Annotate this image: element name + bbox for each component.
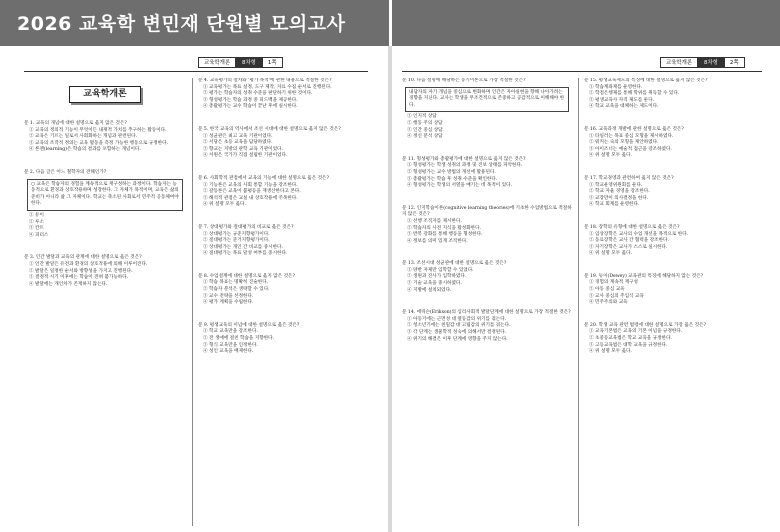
question bbox=[198, 274, 368, 307]
answer-option: ④ 형성평가는 학생의 서열을 매기는 데 목적이 있다. bbox=[407, 183, 513, 189]
answer-option: ② 워커는 숙의 모형을 제안하였다. bbox=[589, 140, 659, 146]
answer-option: ② 학교 자율 경영을 강조한다. bbox=[589, 189, 650, 195]
answer-option: ① 선행 조직자를 제시한다. bbox=[407, 218, 462, 224]
answer-option: ④ 학교 회계를 운영한다. bbox=[589, 202, 640, 208]
question-stem: 문 19. 듀이(Dewey) 교육관의 특징에 해당하지 않는 것은? bbox=[584, 273, 704, 279]
subject-box: 교육학개론 bbox=[69, 86, 141, 103]
answer-option: ④ 위기의 해결은 이후 단계에 영향을 주지 않는다. bbox=[407, 336, 508, 342]
answer-option: ③ 기술 교육을 중시하였다. bbox=[407, 281, 462, 287]
column-right bbox=[584, 78, 762, 526]
question bbox=[584, 78, 762, 111]
answer-option: ③ 해석적 관점은 교실 내 상호작용에 주목한다. bbox=[203, 195, 298, 201]
page-2 bbox=[392, 50, 780, 532]
answer-option: ② 발달은 일정한 순서와 방향성을 가지고 진행된다. bbox=[29, 268, 133, 274]
answer-option: ① 학습계좌제를 운영한다. bbox=[589, 84, 643, 90]
question bbox=[24, 255, 186, 288]
answer-option: ④ 평가 계획을 수립한다. bbox=[203, 300, 254, 306]
answer-option: ④ 정신 분석 상담 bbox=[407, 134, 443, 140]
answer-option: ③ 총괄평가는 학습 후 성취 수준을 확인한다. bbox=[407, 176, 498, 182]
answer-option: ④ 론젠(learning)은 학습의 결과를 포함하는 개념이다. bbox=[29, 147, 141, 153]
answer-option: ④ 민주주의와 교육 bbox=[589, 300, 628, 306]
answer-option: ① 인지적 상담 bbox=[407, 114, 437, 120]
exam-title: 2026 교육학 변민재 단원별 모의고사 bbox=[17, 13, 346, 35]
question bbox=[198, 127, 368, 160]
question-stem: 문 15. 평생교육제도의 특징에 대한 설명으로 옳지 않은 것은? bbox=[584, 78, 708, 83]
column-right bbox=[198, 78, 368, 526]
question-stem: 문 11. 형성평가와 총괄평가에 대한 설명으로 옳지 않은 것은? bbox=[402, 156, 526, 162]
answer-option: ③ 교장만이 의사결정을 한다. bbox=[589, 195, 649, 201]
answer-option: ② 형성평가는 교수 방법의 개선에 활용된다. bbox=[407, 169, 496, 175]
answer-option: ② 학습자 분석은 생략할 수 있다. bbox=[203, 287, 270, 293]
question-stem: 문 5. 한국 교육의 역사에서 조선 시대에 대한 설명으로 옳지 않은 것은? bbox=[198, 126, 341, 132]
question bbox=[24, 121, 186, 154]
question bbox=[402, 157, 572, 190]
answer-option: ③ 향교는 지방의 관학 교육 기관이었다. bbox=[203, 146, 283, 152]
answer-option: ③ 형식 교육만을 인정한다. bbox=[203, 342, 258, 348]
passage-box: ○ 교육은 학습자의 경험을 계속적으로 재구성하는 과정이다. 학습자는 능동적으로 환경과 상호작용하며 성장한다. 그 자체가 목적이며, 교육은 삶의 준비가 아니라 삶 그 자체이다. 학교는 축소된 사회로서 민주적 공동체여야 한다. bbox=[27, 179, 183, 211]
answer-option: ③ 상대평가는 개인 간 비교를 중시한다. bbox=[203, 244, 283, 250]
answer-option: ④ 위 설명 모두 옳다. bbox=[589, 349, 632, 355]
column-divider bbox=[192, 78, 193, 526]
answer-option: ① 타일러는 목표 중심 모형을 제시하였다. bbox=[589, 133, 674, 139]
answer-option: ② 교육은 기르는 일로서 사회화하는 개념과 관련된다. bbox=[29, 134, 138, 140]
question-stem: 문 1. 교육의 개념에 대한 설명으로 옳지 않은 것은? bbox=[24, 121, 127, 126]
question-stem: 문 13. 조선시대 성균관에 대한 설명으로 옳은 것은? bbox=[402, 261, 507, 267]
answer-option: ③ 아이즈너는 예술적 접근을 강조하였다. bbox=[589, 146, 672, 152]
answer-option: ④ 서원은 국가가 직접 설립한 기관이었다. bbox=[203, 153, 288, 159]
header-rule bbox=[24, 71, 368, 72]
answer-option: ④ 성인 교육을 배제한다. bbox=[203, 349, 254, 355]
question-stem: 문 9. 평생교육의 이념에 대한 설명으로 옳은 것은? bbox=[198, 322, 300, 328]
question bbox=[584, 176, 762, 209]
answer-option: ④ 정보를 의미 있게 조직한다. bbox=[407, 238, 468, 244]
answer-option: ① 형성평가는 학생 성취의 과정 및 진보 상태를 파악한다. bbox=[407, 163, 523, 169]
question bbox=[584, 127, 762, 160]
answer-option: ② 청소년기에는 친밀감 대 고립감의 위기를 겪는다. bbox=[407, 323, 511, 329]
question-stem: 문 8. 수업설계에 대한 설명으로 옳지 않은 것은? bbox=[198, 273, 295, 279]
answer-option: ② 갈등론은 교육이 불평등을 재생산한다고 본다. bbox=[203, 189, 301, 195]
answer-option: ④ 학교 교육을 대체하는 제도이다. bbox=[589, 104, 659, 110]
answer-option: ② 생원과 진사가 입학하였다. bbox=[407, 274, 467, 280]
header-page: 1쪽 bbox=[262, 57, 283, 68]
question-stem: 문 4. 교육평가의 절차와 '평가 목적'에 관한 내용으로 적절한 것은? bbox=[198, 78, 332, 83]
question-stem: 문 10. 다음 설명에 해당하는 동기이론으로 가장 적절한 것은? bbox=[402, 78, 526, 83]
question-stem: 문 7. 상대평가와 절대평가의 비교로 옳은 것은? bbox=[198, 224, 294, 230]
header-rule bbox=[402, 71, 762, 72]
answer-option: ① 교육기본법은 교육의 기본 이념을 규정한다. bbox=[589, 329, 683, 335]
column-divider bbox=[578, 78, 579, 526]
answer-option: ③ 고등교육법은 대학 교육을 규정한다. bbox=[589, 342, 668, 348]
answer-option: ① 학교운영위원회를 둔다. bbox=[589, 182, 643, 188]
question-stem: 문 6. 사회학적 관점에서 교육의 기능에 대한 설명으로 옳은 것은? bbox=[198, 175, 329, 181]
passage-box: 내담자의 자기 개념을 중심으로 변화하며 인간은 자아실현을 향해 나아가려는 경향을 지닌다. 교사는 학생을 무조건적으로 존중하고 공감적으로 이해해야 한다. bbox=[405, 87, 569, 113]
question bbox=[402, 261, 572, 294]
question-stem: 문 3. 인간 발달과 교육의 관계에 대한 설명으로 옳은 것은? bbox=[24, 255, 142, 261]
answer-option: ② 전 생애에 걸친 학습을 지향한다. bbox=[203, 336, 275, 342]
answer-option: ④ 발달에는 개인차가 존재하지 않는다. bbox=[29, 281, 108, 287]
answer-option: ③ 형성평가는 학습 과정 중 피드백을 제공한다. bbox=[203, 97, 298, 103]
answer-option: ④ 위 설명 모두 옳다. bbox=[203, 202, 246, 208]
answer-option: ② 학점은행제를 통해 학위를 취득할 수 있다. bbox=[589, 91, 680, 97]
question bbox=[24, 170, 186, 239]
answer-option: ① 양반 자제만 입학할 수 있었다. bbox=[407, 267, 474, 273]
answer-option: ② 아동 중심 교육 bbox=[589, 287, 625, 293]
answer-option: ③ 결정적 시기 이후에는 학습이 전혀 불가능하다. bbox=[29, 275, 129, 281]
answer-option: ③ 각 단계는 생물학적 성숙에 의해서만 결정된다. bbox=[407, 330, 507, 336]
answer-option: ③ 인간 중심 상담 bbox=[407, 127, 443, 133]
answer-option: ① 인간 발달은 유전과 환경의 상호작용에 의해 이루어진다. bbox=[29, 261, 148, 267]
answer-option: ④ 절대평가는 목표 달성 여부를 중시한다. bbox=[203, 251, 288, 257]
answer-option: ② 루소 bbox=[29, 219, 44, 225]
page-1 bbox=[0, 50, 388, 532]
answer-option: ① 학습 목표는 명확히 진술한다. bbox=[203, 280, 269, 286]
question-stem: 문 16. 교육과정 개발에 관한 설명으로 옳은 것은? bbox=[584, 126, 684, 132]
question-stem: 문 2. 다음 글은 어느 철학자의 견해인가? bbox=[24, 169, 107, 175]
answer-option: ① 학교 교육만을 강조한다. bbox=[203, 329, 258, 335]
page-header bbox=[198, 57, 283, 68]
question bbox=[402, 310, 572, 343]
answer-option: ① 아동기에는 근면성 대 열등감의 위기를 겪는다. bbox=[407, 316, 507, 322]
answer-option: ① 경험의 계속적 재구성 bbox=[589, 280, 638, 286]
answer-option: ① 교육평가는 목표 설정, 도구 제작, 자료 수집 순서로 진행된다. bbox=[203, 84, 332, 90]
answer-option: ③ 교사 중심의 주입식 교육 bbox=[589, 293, 644, 299]
page-header bbox=[660, 57, 745, 68]
answer-option: ② 초중등교육법은 학교 교육을 규정한다. bbox=[589, 336, 672, 342]
answer-option: ③ 반복 강화를 통해 행동을 형성한다. bbox=[407, 232, 483, 238]
question-stem: 문 17. 학교경영과 관련하여 옳지 않은 것은? bbox=[584, 175, 674, 181]
column-left bbox=[402, 78, 572, 526]
answer-option: ② 행동 주의 상담 bbox=[407, 120, 443, 126]
question bbox=[584, 225, 762, 258]
header-subject: 교육학개론 bbox=[660, 57, 698, 68]
answer-option: ③ 자기장학은 교사가 스스로 실시한다. bbox=[589, 244, 668, 250]
answer-option: ① 상대평가는 규준지향평가이다. bbox=[203, 231, 270, 237]
answer-option: ④ 피터스 bbox=[29, 232, 49, 238]
question-stem: 문 18. 장학의 유형에 대한 설명으로 옳은 것은? bbox=[584, 224, 680, 230]
header-page: 2쪽 bbox=[724, 57, 745, 68]
question bbox=[198, 176, 368, 209]
answer-option: ② 동료장학은 교사 간 협력을 강조한다. bbox=[589, 238, 669, 244]
answer-option: ③ 교수 전략을 선정한다. bbox=[203, 293, 254, 299]
question bbox=[198, 78, 368, 111]
answer-option: ① 성균관은 최고 교육 기관이었다. bbox=[203, 133, 273, 139]
answer-option: ② 서당은 초등 교육을 담당하였다. bbox=[203, 140, 273, 146]
answer-option: ③ 평생교육사 자격 제도를 둔다. bbox=[589, 97, 655, 103]
question bbox=[402, 206, 572, 246]
answer-option: ① 교육의 정의적 기능이 무엇이든 내재적 가치를 추구하는 활동이다. bbox=[29, 127, 167, 133]
answer-option: ④ 위 설명 모두 옳다. bbox=[589, 251, 632, 257]
column-left bbox=[24, 78, 186, 526]
answer-option: ④ 위 설명 모두 옳다. bbox=[589, 153, 632, 159]
header-subject: 교육학개론 bbox=[198, 57, 236, 68]
question-stem: 문 20. 학생 교육 관련 법령에 대한 설명으로 가장 옳은 것은? bbox=[584, 322, 706, 328]
question bbox=[198, 225, 368, 258]
answer-option: ② 평가는 학습자의 성취 수준을 판단하기 위한 것이다. bbox=[203, 91, 313, 97]
title-banner bbox=[0, 0, 780, 46]
question-stem: 문 12. 인지학습이론(cognitive learning theories)에 기초한 수업방법으로 적절하지 않은 것은? bbox=[402, 205, 572, 218]
answer-option: ① 듀이 bbox=[29, 212, 44, 218]
question bbox=[198, 323, 368, 356]
answer-option: ② 학습자의 사전 지식을 활성화한다. bbox=[407, 225, 482, 231]
answer-option: ④ 총괄평가는 교수 학습이 끝난 후에 실시한다. bbox=[203, 104, 298, 110]
header-edition: 8차형 bbox=[698, 57, 724, 68]
header-edition: 8차형 bbox=[236, 57, 262, 68]
question bbox=[402, 78, 572, 141]
banner-divider bbox=[389, 0, 392, 46]
answer-option: ② 절대평가는 준거지향평가이다. bbox=[203, 238, 270, 244]
answer-option: ④ 지방에 설치되었다. bbox=[407, 287, 452, 293]
answer-option: ③ 칸트 bbox=[29, 226, 44, 232]
answer-option: ① 기능론은 교육의 사회 통합 기능을 강조한다. bbox=[203, 182, 298, 188]
question bbox=[584, 323, 762, 356]
question-stem: 문 14. 에릭슨(Erikson)의 심리사회적 발달단계에 대한 설명으로 가장 적절한 것은? bbox=[402, 310, 571, 316]
answer-option: ③ 교육의 조작적 정의는 교육 활동을 측정 가능한 행동으로 규정한다. bbox=[29, 140, 169, 146]
answer-option: ① 임상장학은 교사의 수업 개선을 목적으로 한다. bbox=[589, 231, 689, 237]
question bbox=[584, 274, 762, 307]
